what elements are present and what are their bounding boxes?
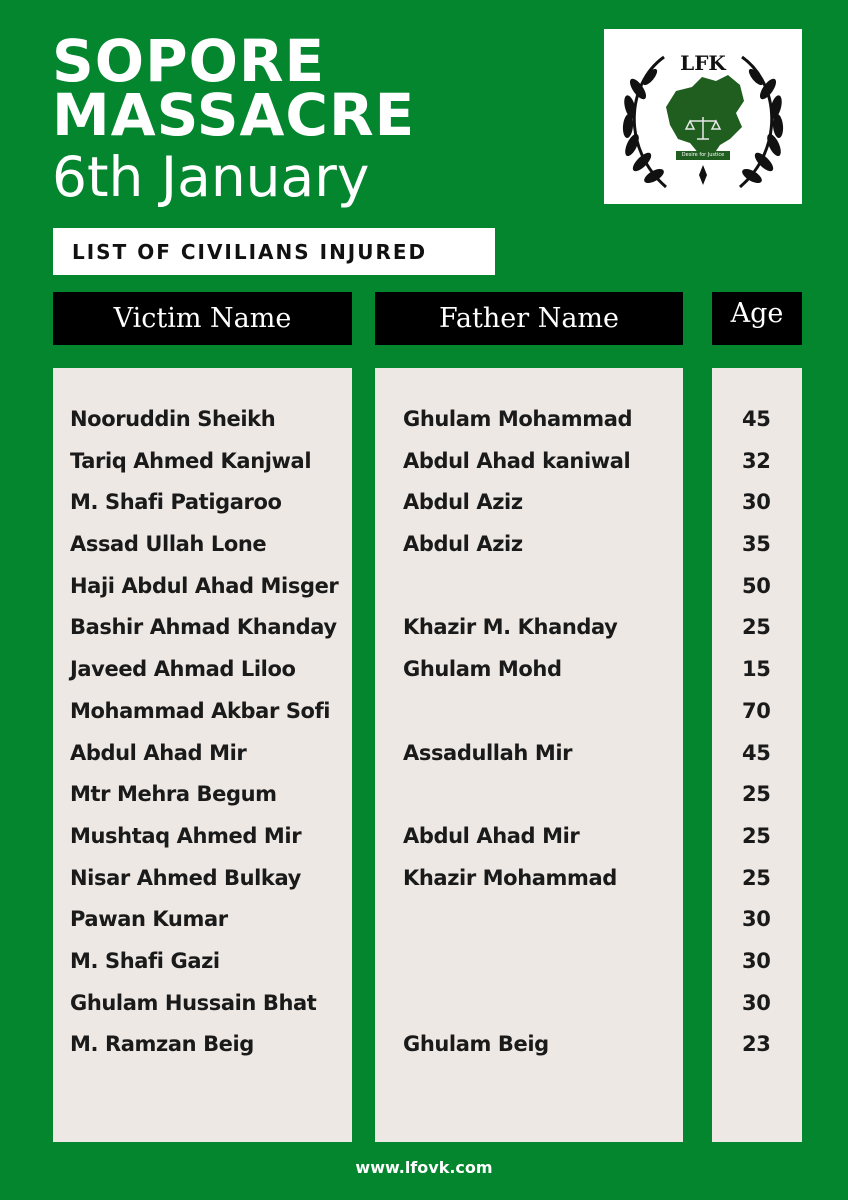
column-header-victim-name: Victim Name	[53, 292, 352, 345]
father-name: Abdul Aziz	[403, 532, 523, 557]
table-row	[0, 859, 848, 901]
victim-name: Mushtaq Ahmed Mir	[70, 823, 302, 848]
victim-name: Pawan Kumar	[70, 907, 228, 932]
title-line-2: MASSACRE	[52, 81, 416, 149]
father-name: Khazir M. Khanday	[403, 615, 618, 640]
age: 70	[742, 698, 771, 723]
father-name: Ghulam Mohammad	[403, 407, 633, 431]
age: 23	[742, 1032, 771, 1057]
victim-name: Ghulam Hussain Bhat	[70, 990, 317, 1015]
age: 30	[742, 490, 771, 515]
victim-name: M. Shafi Gazi	[70, 948, 220, 973]
title-line-1: SOPORE	[52, 27, 326, 95]
victim-name: Mtr Mehra Begum	[70, 782, 277, 807]
age: 45	[742, 407, 771, 431]
table-row	[0, 400, 848, 442]
table-row	[0, 900, 848, 942]
table-row	[0, 567, 848, 609]
column-header-age: Age	[712, 292, 802, 345]
table-row	[0, 734, 848, 776]
table-row	[0, 942, 848, 984]
victim-name: Nisar Ahmed Bulkay	[70, 865, 301, 890]
victim-name: Mohammad Akbar Sofi	[70, 698, 331, 723]
father-name: Assadullah Mir	[403, 740, 573, 765]
table-row	[0, 483, 848, 525]
column-header-father-name: Father Name	[375, 292, 683, 345]
civilian-list	[0, 400, 848, 1067]
age: 25	[742, 865, 771, 890]
age: 15	[742, 657, 771, 682]
father-name: Abdul Ahad Mir	[403, 823, 580, 848]
father-name: Ghulam Beig	[403, 1032, 549, 1057]
table-row	[0, 817, 848, 859]
table-row	[0, 984, 848, 1026]
age: 32	[742, 448, 771, 473]
age: 35	[742, 532, 771, 557]
age: 25	[742, 782, 771, 807]
victim-name: Abdul Ahad Mir	[70, 740, 247, 765]
victim-name: Bashir Ahmad Khanday	[70, 615, 337, 640]
age: 30	[742, 990, 771, 1015]
victim-name: Javeed Ahmad Liloo	[70, 657, 296, 682]
age: 50	[742, 573, 771, 598]
subtitle-banner	[53, 228, 495, 275]
table-row	[0, 692, 848, 734]
subtitle-text: LIST OF CIVILIANS INJURED	[72, 239, 428, 264]
victim-name: Tariq Ahmed Kanjwal	[70, 448, 312, 473]
father-name: Ghulam Mohd	[403, 657, 562, 682]
victim-name: M. Ramzan Beig	[70, 1032, 254, 1057]
father-name: Abdul Ahad kaniwal	[403, 448, 631, 473]
victim-name: Haji Abdul Ahad Misger	[70, 573, 339, 598]
table-row	[0, 1025, 848, 1067]
logo-tagline: Desire for Justice	[681, 152, 725, 158]
age: 30	[742, 907, 771, 932]
age: 25	[742, 823, 771, 848]
victim-name: Assad Ullah Lone	[70, 532, 267, 557]
victim-name: M. Shafi Patigaroo	[70, 490, 282, 515]
lfk-logo	[604, 29, 802, 204]
website-link[interactable]: www.lfovk.com	[355, 1158, 493, 1177]
title-date: 6th January	[52, 145, 370, 209]
father-name: Abdul Aziz	[403, 490, 523, 515]
table-row	[0, 608, 848, 650]
victim-name: Nooruddin Sheikh	[70, 407, 276, 431]
age: 45	[742, 740, 771, 765]
table-row	[0, 525, 848, 567]
table-row	[0, 775, 848, 817]
age: 25	[742, 615, 771, 640]
table-row	[0, 650, 848, 692]
father-name: Khazir Mohammad	[403, 865, 617, 890]
table-row	[0, 442, 848, 484]
logo-text: LFK	[680, 51, 726, 75]
age: 30	[742, 948, 771, 973]
